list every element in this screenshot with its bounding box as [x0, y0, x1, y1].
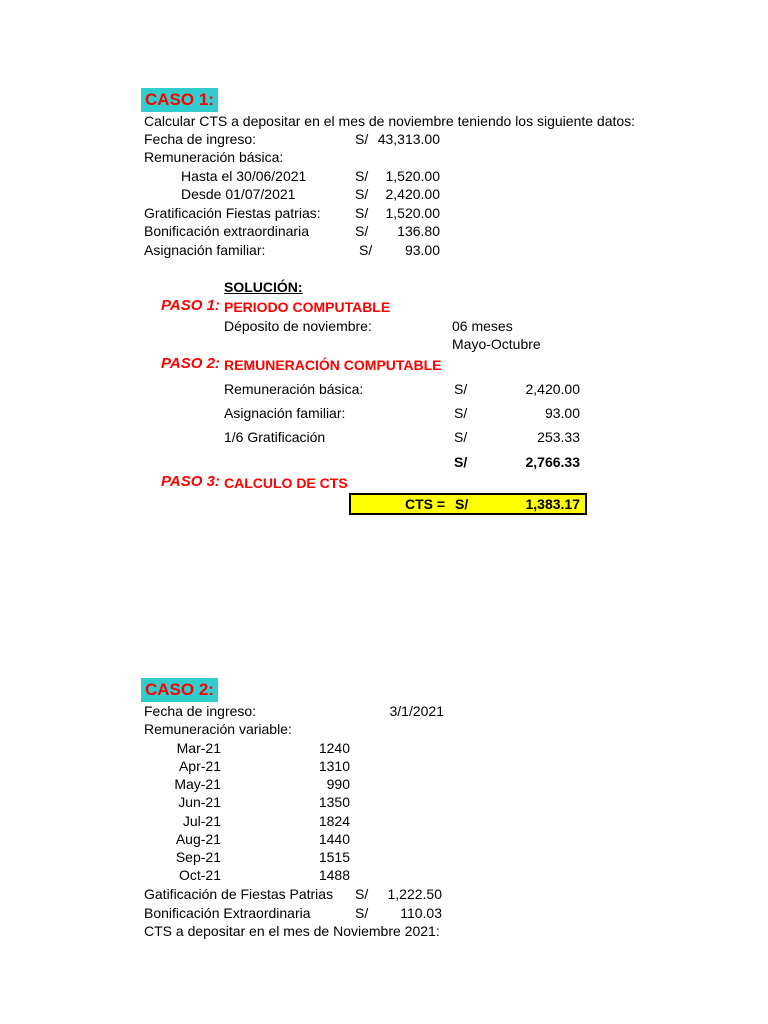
rc-asig-currency: S/: [454, 405, 468, 421]
caso2-bonif-currency: S/: [355, 905, 369, 921]
month-label: Apr-21: [178, 758, 221, 774]
rc-basica-label: Remuneración básica:: [224, 381, 364, 397]
caso1-bonif-value: 136.80: [397, 223, 440, 239]
caso2-fecha-value: 3/1/2021: [389, 703, 444, 719]
rc-basica-value: 2,420.00: [525, 381, 580, 397]
caso2-rem-var-label: Remuneración variable:: [144, 721, 292, 737]
month-value: 1488: [318, 867, 350, 883]
month-label: Jun-21: [178, 794, 221, 810]
caso1-asig-label: Asignación familiar:: [144, 242, 266, 258]
caso1-fecha-currency: S/: [355, 131, 369, 147]
month-value: 1440: [318, 831, 350, 847]
caso1-desde-currency: S/: [355, 186, 369, 202]
caso2-grat-label: Gatificación de Fiestas Patrias: [144, 886, 334, 902]
caso1-rem-basica-label: Remuneración básica:: [144, 149, 284, 165]
solucion-heading: SOLUCIÓN:: [224, 279, 303, 295]
caso1-grat-currency: S/: [355, 205, 369, 221]
month-label: May-21: [174, 776, 221, 792]
caso2-fecha-label: Fecha de ingreso:: [144, 703, 257, 719]
caso1-bonif-label: Bonificación extraordinaria: [144, 223, 309, 239]
caso1-grat-label: Gratificación Fiestas patrias:: [144, 205, 321, 221]
caso1-hasta-currency: S/: [355, 168, 369, 184]
caso1-desde-label: Desde 01/07/2021: [181, 186, 296, 202]
deposito-label: Déposito de noviembre:: [224, 318, 372, 334]
cts-currency: S/: [455, 496, 469, 512]
deposito-periodo: Mayo-Octubre: [452, 336, 541, 352]
rc-grat-label: 1/6 Gratificación: [224, 429, 326, 445]
paso3-title: CALCULO DE CTS: [224, 475, 348, 491]
caso1-hasta-label: Hasta el 30/06/2021: [181, 168, 307, 184]
paso1-label: PASO 1:: [161, 297, 220, 314]
caso1-fecha-label: Fecha de ingreso:: [144, 131, 257, 147]
rc-grat-currency: S/: [454, 429, 468, 445]
month-value: 990: [326, 776, 350, 792]
paso2-label: PASO 2:: [161, 355, 220, 372]
caso1-desde-value: 2,420.00: [385, 186, 440, 202]
caso1-hasta-value: 1,520.00: [385, 168, 440, 184]
month-value: 1240: [318, 740, 350, 756]
caso2-title: CASO 2:: [141, 678, 218, 702]
month-label: Aug-21: [175, 831, 221, 847]
cts-label: CTS =: [405, 496, 446, 512]
caso2-bonif-value: 110.03: [400, 905, 442, 921]
caso2-bonif-label: Bonificación Extraordinaria: [144, 905, 311, 921]
rc-total-value: 2,766.33: [525, 454, 580, 470]
caso2-grat-value: 1,222.50: [387, 886, 442, 902]
month-value: 1515: [318, 849, 350, 865]
caso2-grat-currency: S/: [355, 886, 369, 902]
rc-total-currency: S/: [454, 454, 468, 470]
paso2-title: REMUNERACIÓN COMPUTABLE: [224, 357, 442, 373]
caso1-title: CASO 1:: [141, 88, 218, 112]
rc-asig-value: 93.00: [544, 405, 580, 421]
rc-basica-currency: S/: [454, 381, 468, 397]
month-value: 1310: [318, 758, 350, 774]
month-label: Oct-21: [178, 867, 221, 883]
deposito-meses: 06 meses: [452, 318, 513, 334]
caso2-cts-question: CTS a depositar en el mes de Noviembre 2021:: [144, 923, 440, 939]
caso1-asig-value: 93.00: [404, 242, 440, 258]
paso1-title: PERIODO COMPUTABLE: [224, 299, 391, 315]
paso3-label: PASO 3:: [161, 473, 220, 490]
month-label: Jul-21: [182, 813, 221, 829]
caso1-intro: Calcular CTS a depositar en el mes de noviembre teniendo los siguiente datos:: [144, 113, 636, 129]
rc-asig-label: Asignación familiar:: [224, 405, 346, 421]
rc-grat-value: 253.33: [537, 429, 580, 445]
cts-value: 1,383.17: [525, 496, 580, 512]
caso1-asig-currency: S/: [359, 242, 373, 258]
month-value: 1350: [318, 794, 350, 810]
caso1-fecha-value: 43,313.00: [377, 131, 440, 147]
month-value: 1824: [318, 813, 350, 829]
month-label: Mar-21: [176, 740, 221, 756]
caso1-grat-value: 1,520.00: [385, 205, 440, 221]
caso1-bonif-currency: S/: [355, 223, 369, 239]
month-label: Sep-21: [175, 849, 221, 865]
